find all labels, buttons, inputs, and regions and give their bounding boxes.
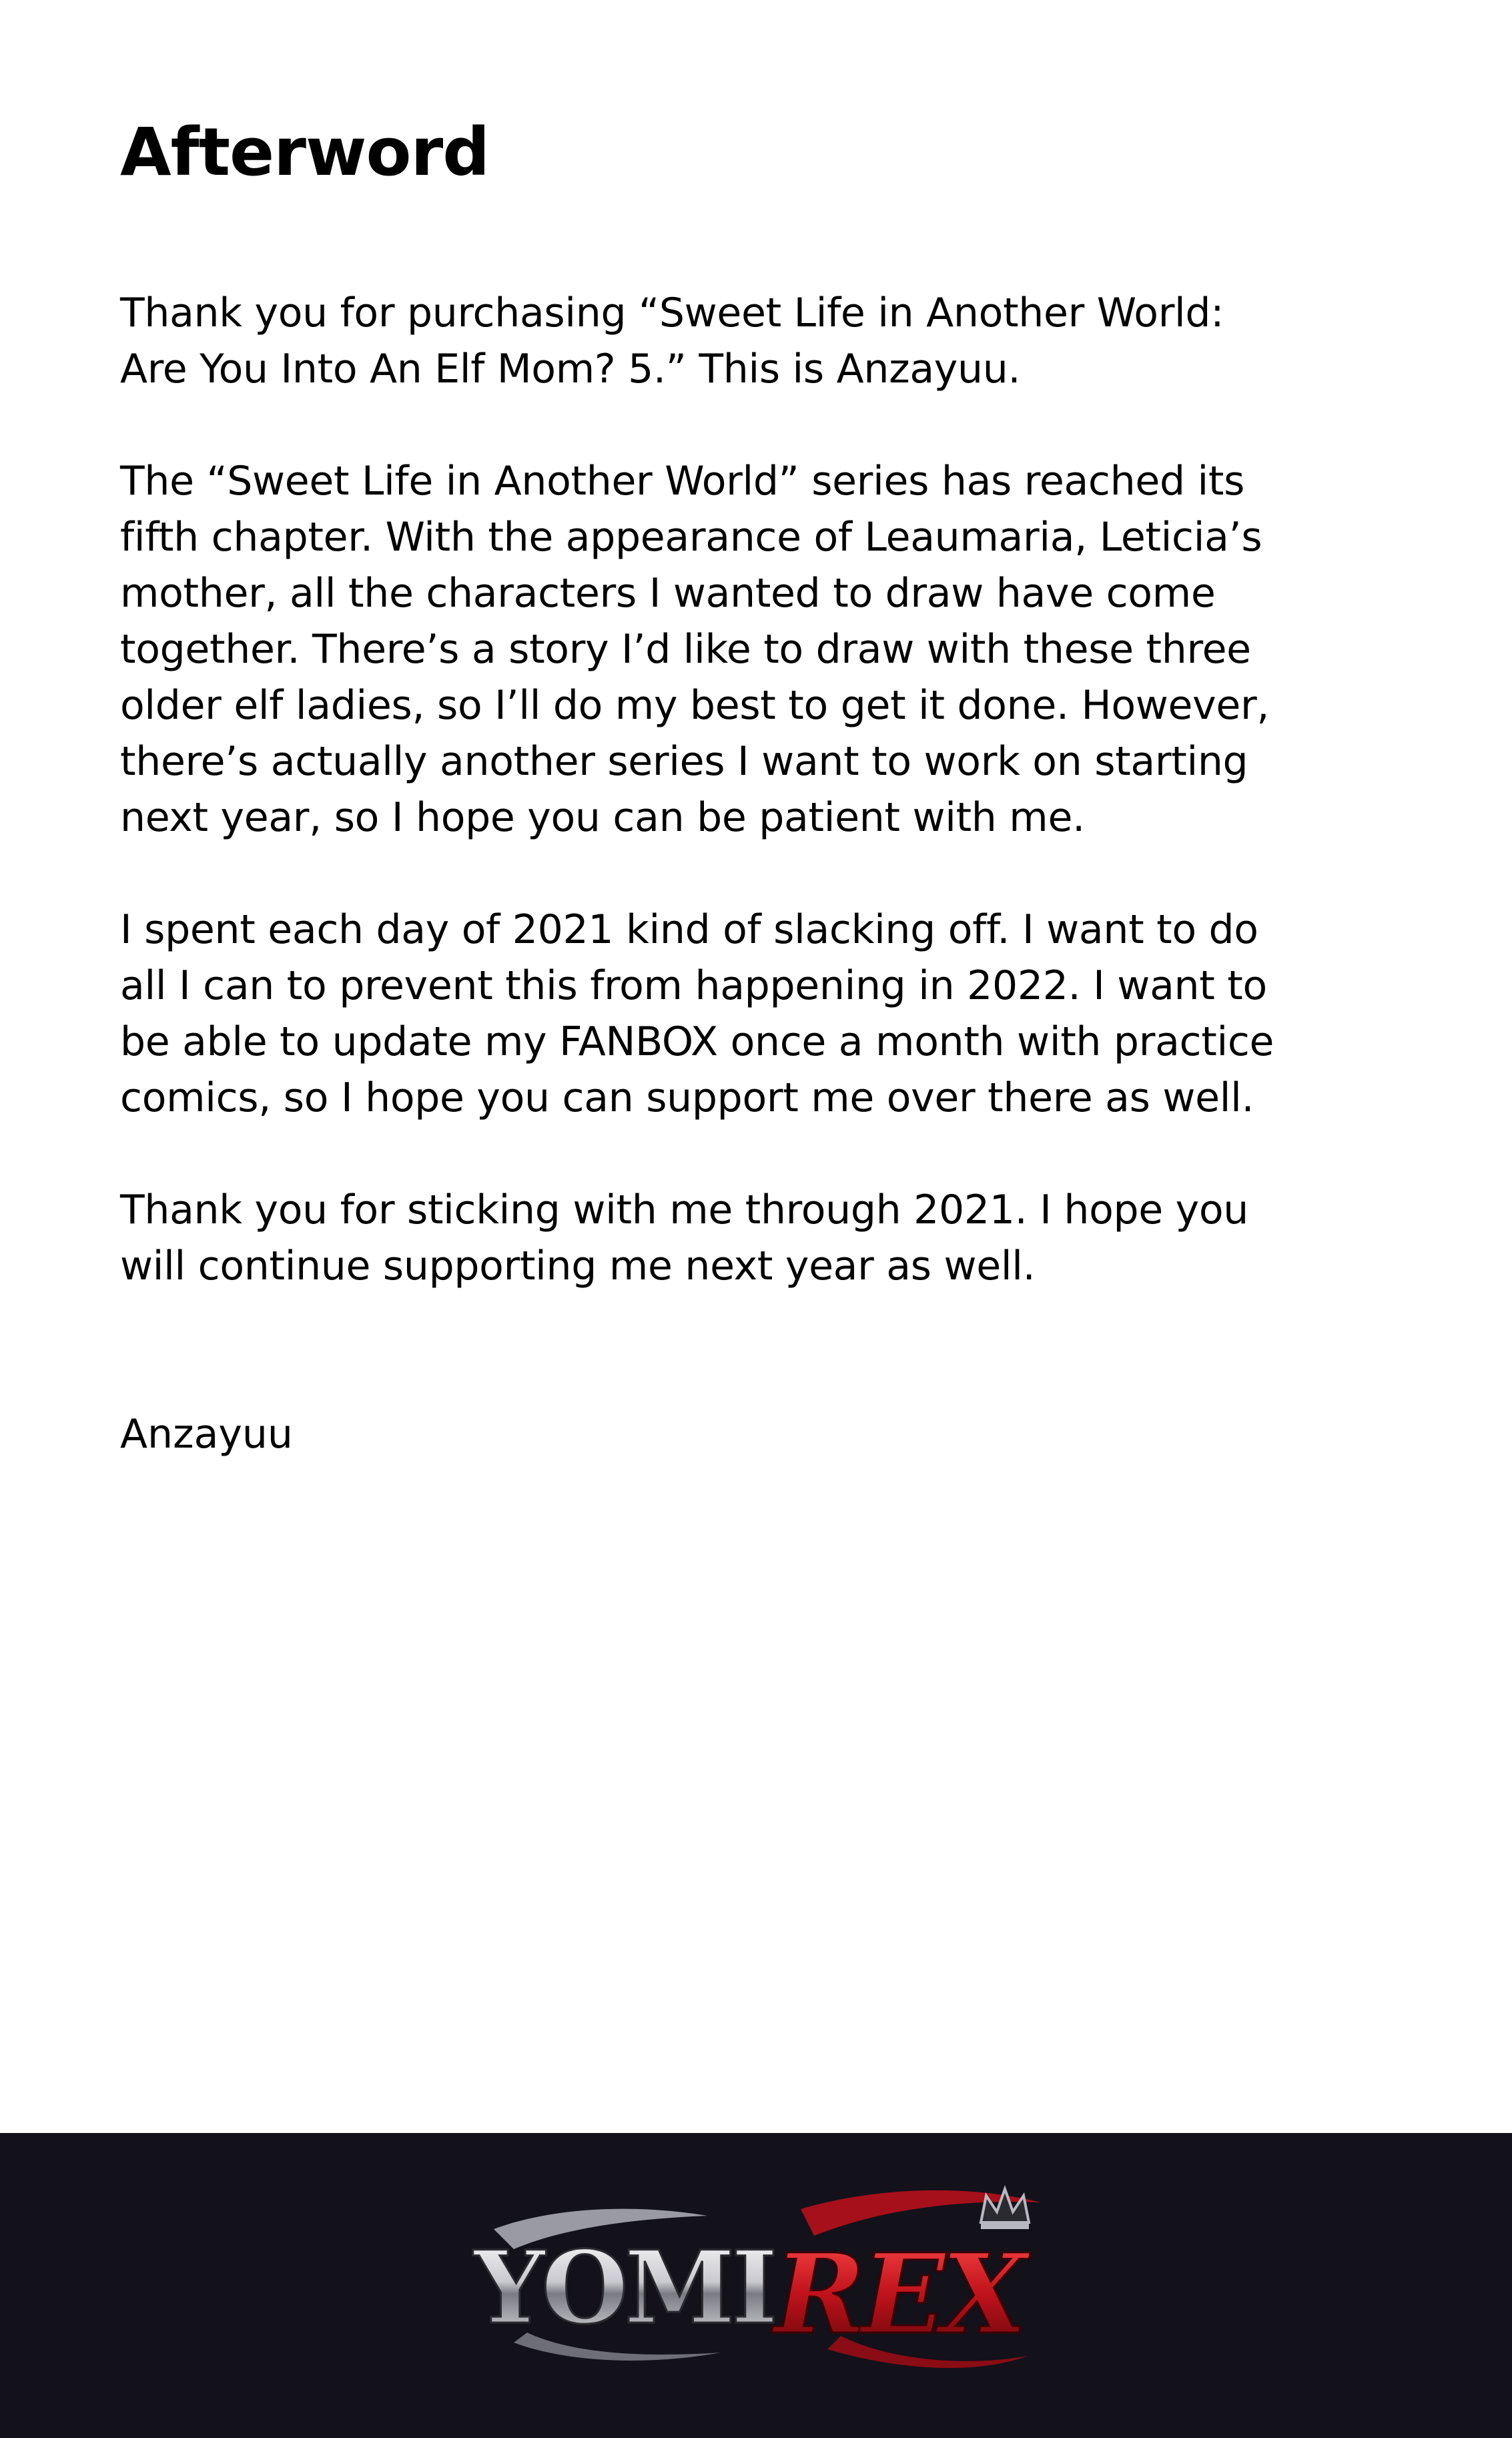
logo-text-rex: REX [774,2229,1023,2359]
yomirex-logo [454,2182,1061,2389]
logo-text-yomi: YOMI [474,2229,774,2347]
paragraph-3: I spent each day of 2021 kind of slacking off. I want to do all I can to prevent this from happening in 2022. I want to be able to update my FANBOX once a month with practice comics, so I hope you can support me over there as well. [120,906,1274,1121]
afterword-content [120,113,1388,1462]
paragraph-1: Thank you for purchasing “Sweet Life in Another World: Are You Into An Elf Mom? 5.” This is Anzayuu. [120,289,1224,392]
paragraph-4: Thank you for sticking with me through 2021. I hope you will continue supporting me next year as well. [120,1186,1249,1289]
page-title: Afterword [120,114,490,191]
paragraph-2: The “Sweet Life in Another World” series has reached its fifth chapter. With the appearance of Leaumaria, Leticia’s mother, all the characters I wanted to draw have come together. There’s a story I’d like to draw with these three older elf ladies, so I’ll do my best to get it done. However, there’s actually another series I want to work on starting next year, so I hope you can be patient with me. [120,457,1270,841]
signature: Anzayuu [120,1410,293,1458]
